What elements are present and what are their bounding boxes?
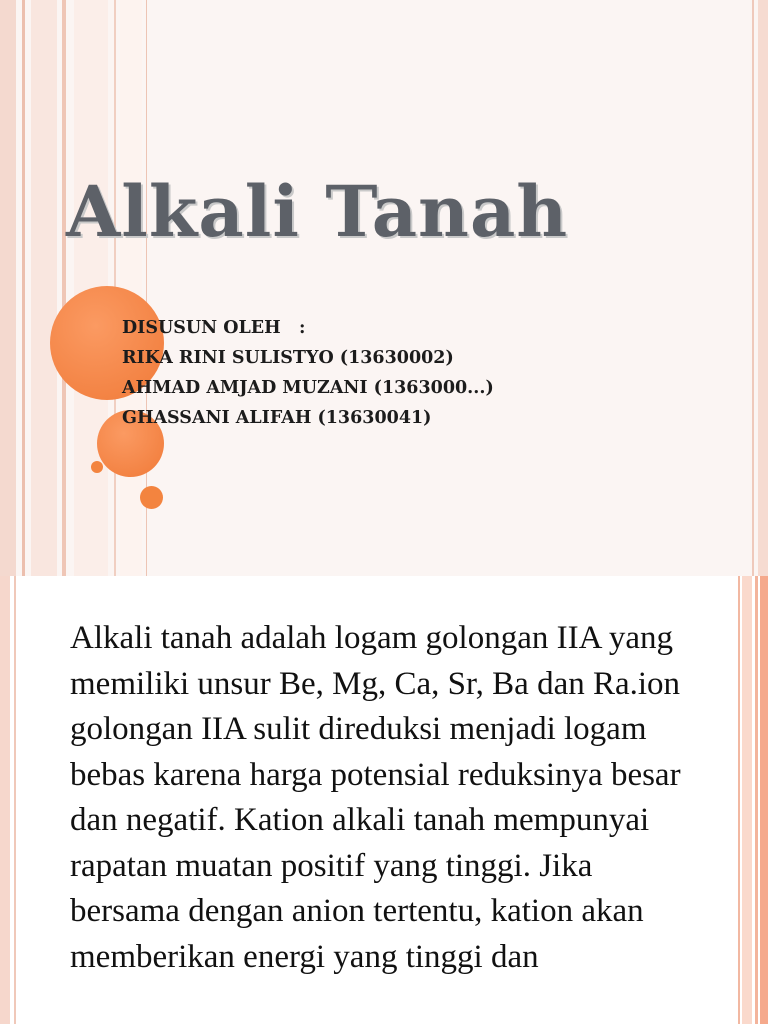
decorative-circle-small — [140, 486, 163, 509]
body-paragraph: Alkali tanah adalah logam golongan IIA yang memiliki unsur Be, Mg, Ca, Sr, Ba dan Ra.ion golongan IIA sulit direduksi menjadi logam bebas karena harga potensial reduksinya besar dan negatif. Kation alkali tanah mempunyai rapatan muatan positif yang tinggi. Jika bersama dengan anion tertentu, kation akan memberikan energi yang tinggi dan — [70, 620, 681, 975]
decorative-stripes-right — [734, 576, 768, 1024]
decorative-stripe-left — [0, 576, 10, 1024]
slide-title: Alkali Tanah — [66, 170, 569, 253]
decorative-stripe-right — [758, 0, 768, 576]
content-slide — [0, 576, 768, 1024]
decorative-circle-tiny — [91, 461, 103, 473]
decorative-stripes-left — [0, 0, 150, 576]
decorative-stripe-right-thin — [752, 0, 754, 576]
author-line: GHASSANI ALIFAH (13630041) — [122, 408, 432, 428]
author-line: RIKA RINI SULISTYO (13630002) — [122, 348, 454, 368]
author-line: AHMAD AMJAD MUZANI (1363000...) — [122, 378, 494, 398]
author-list-heading: DISUSUN OLEH : — [122, 318, 306, 338]
decorative-stripe-left-thin — [14, 576, 16, 1024]
author-list — [122, 313, 494, 433]
